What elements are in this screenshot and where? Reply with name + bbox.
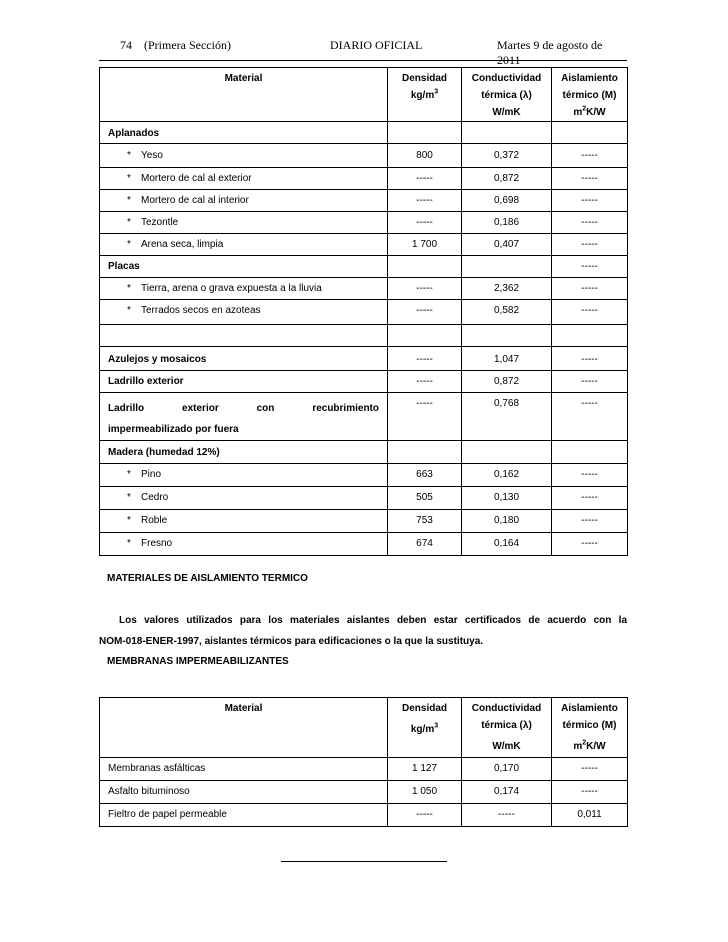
issue-date: Martes 9 de agosto de 2011: [497, 38, 603, 67]
col-material: Material: [100, 68, 388, 122]
table-header-row: [100, 698, 628, 758]
table-row: Asfalto bituminoso 1 050 0,174 -----: [100, 781, 628, 804]
table-row: Membranas asfálticas 1 127 0,170 -----: [100, 758, 628, 781]
col-insulation: Aislamiento térmico (M) $m^2K/W$: [552, 698, 628, 758]
col-conductivity: Conductividad térmica (λ) W/mK: [462, 68, 552, 122]
table-row: * Tierra, arena o grava expuesta a la lluvia ----- 2,362 -----: [100, 278, 628, 300]
header-rule: [99, 60, 627, 61]
table-row: * Fresno 674 0,164 -----: [100, 533, 628, 556]
materials-table: [99, 67, 628, 556]
membranes-table: [99, 697, 628, 827]
journal-name: DIARIO OFICIAL: [330, 38, 423, 52]
col-density: Densidad $kg/m^3$: [388, 698, 462, 758]
table-row: Ladrillo exterior con recubrimiento impermeabilizado por fuera ----- 0,768 -----: [100, 393, 628, 441]
section-heading-membranes: MEMBRANAS IMPERMEABILIZANTES: [107, 656, 289, 667]
table-row: Azulejos y mosaicos ----- 1,047 -----: [100, 347, 628, 371]
table-row: * Terrados secos en azoteas ----- 0,582 -----: [100, 300, 628, 325]
paragraph: Los valores utilizados para los materiales aislantes deben estar certificados de acuerdo con la NOM-018-ENER-1997, aislantes térmicos para edificaciones o la que la sustituya.: [99, 615, 627, 647]
table-row: * Roble 753 0,180 -----: [100, 510, 628, 533]
section-label: (Primera Sección): [144, 38, 231, 52]
table-row: * Mortero de cal al exterior ----- 0,872 -----: [100, 168, 628, 190]
footer-rule: [281, 861, 447, 862]
col-insulation: Aislamiento térmico (M) $m^2K/W$: [552, 68, 628, 122]
col-material: Material: [100, 698, 388, 758]
table-row: Placas -----: [100, 256, 628, 278]
col-conductivity: Conductividad térmica (λ) W/mK: [462, 698, 552, 758]
table-row: * Cedro 505 0,130 -----: [100, 487, 628, 510]
page-number: 74: [120, 38, 132, 52]
table-row: Ladrillo exterior ----- 0,872 -----: [100, 371, 628, 393]
table-row: Aplanados: [100, 122, 628, 144]
table-row: * Tezontle ----- 0,186 -----: [100, 212, 628, 234]
table-row: Fieltro de papel permeable ----- ----- 0,011: [100, 804, 628, 827]
page-header: [114, 38, 622, 67]
table-row-empty: [100, 325, 628, 347]
table-header-row: [100, 68, 628, 122]
table-row: Madera (humedad 12%): [100, 441, 628, 464]
table-row: * Yeso 800 0,372 -----: [100, 144, 628, 168]
table-row: * Mortero de cal al interior ----- 0,698 -----: [100, 190, 628, 212]
col-density: Densidad $kg/m^3$: [388, 68, 462, 122]
table-row: * Arena seca, limpia 1 700 0,407 -----: [100, 234, 628, 256]
table-row: * Pino 663 0,162 -----: [100, 464, 628, 487]
section-heading-insulation: MATERIALES DE AISLAMIENTO TERMICO: [107, 573, 308, 584]
